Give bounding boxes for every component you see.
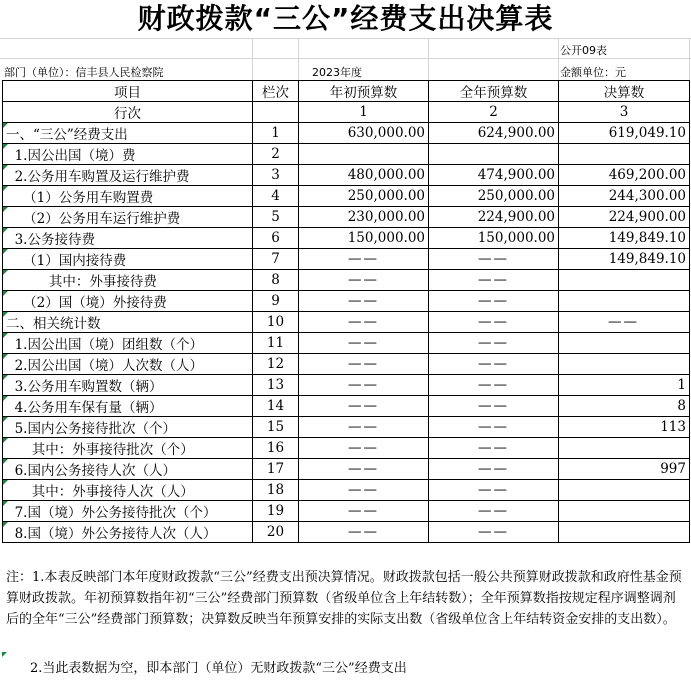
row-col3: 224,900.00 [559,207,690,228]
row-item: 4.公务用车保有量（辆） [3,396,253,417]
grid-line [689,38,690,80]
row-col3 [559,291,690,312]
row-col1: —— [299,354,429,375]
row-line: 7 [253,249,299,270]
grid-line [558,38,559,80]
grid-line [298,38,299,80]
grid-line [0,38,691,39]
row-item: 二、相关统计数 [3,312,253,333]
row-item: （2）国（境）外接待费 [3,291,253,312]
row-col1: —— [299,501,429,522]
row-line: 18 [253,480,299,501]
row-col3 [559,270,690,291]
table-row [3,501,690,522]
table-row [3,165,690,186]
row-col2: —— [429,501,559,522]
row-item: （1）国内接待费 [3,249,253,270]
row-item: 8.国（境）外公务接待人次（人） [3,522,253,543]
row-line: 1 [253,123,299,144]
header-col2: 全年预算数 [429,81,559,102]
department-label: 部门（单位）：信丰县人民检察院 [4,66,164,79]
row-col2: —— [429,333,559,354]
index-row [3,102,690,123]
table-row [3,459,690,480]
table-row [3,228,690,249]
row-item: 一、“三公”经费支出 [3,123,253,144]
row-col3: 113 [559,417,690,438]
row-line: 11 [253,333,299,354]
row-col2: 150,000.00 [429,228,559,249]
row-item: （1）公务用车购置费 [3,186,253,207]
index-label: 行次 [3,102,253,123]
row-col3 [559,144,690,165]
row-line: 17 [253,459,299,480]
row-line: 10 [253,312,299,333]
page-title: 财政拨款“三公”经费支出决算表 [137,2,554,35]
row-item: 5.国内公务接待批次（个） [3,417,253,438]
row-col1: 630,000.00 [299,123,429,144]
row-col1: —— [299,480,429,501]
cell-marker [2,652,7,657]
row-col3 [559,333,690,354]
row-col2: —— [429,375,559,396]
index-c2: 2 [429,102,559,123]
grid-line [428,38,429,80]
row-col2: 250,000.00 [429,186,559,207]
row-line: 6 [253,228,299,249]
row-col2: —— [429,249,559,270]
row-col2: —— [429,480,559,501]
row-col1 [299,144,429,165]
row-col1: —— [299,459,429,480]
row-col2: —— [429,270,559,291]
table-row [3,270,690,291]
row-line: 13 [253,375,299,396]
year-label: 2023年度 [312,66,362,79]
row-col3 [559,522,690,543]
row-line: 20 [253,522,299,543]
row-col2: —— [429,354,559,375]
row-item: 1.因公出国（境）费 [3,144,253,165]
index-c1: 1 [299,102,429,123]
row-col2: —— [429,522,559,543]
row-col3 [559,480,690,501]
row-item: 3.公务接待费 [3,228,253,249]
row-line: 15 [253,417,299,438]
row-line: 5 [253,207,299,228]
table-row [3,417,690,438]
table-row [3,522,690,543]
row-item: 2.公务用车购置及运行维护费 [3,165,253,186]
table-row [3,207,690,228]
table-body [3,123,690,543]
row-col1: —— [299,270,429,291]
row-item: 其中：外事接待人次（人） [3,480,253,501]
row-col3 [559,438,690,459]
row-item: 1.因公出国（境）团组数（个） [3,333,253,354]
row-item: 其中：外事接待费 [3,270,253,291]
row-col2: —— [429,396,559,417]
row-col2: —— [429,459,559,480]
table-row [3,144,690,165]
row-col2: —— [429,312,559,333]
note-2: 2.当此表数据为空，即本部门（单位）无财政拨款“三公”经费支出 [30,661,407,676]
table-row [3,396,690,417]
row-col3 [559,501,690,522]
row-col2: —— [429,291,559,312]
row-col1: 250,000.00 [299,186,429,207]
form-code: 公开09表 [560,44,607,57]
table-row [3,480,690,501]
row-col2: —— [429,417,559,438]
row-col3: 244,300.00 [559,186,690,207]
row-col1: 480,000.00 [299,165,429,186]
row-item: 2.因公出国（境）人次数（人） [3,354,253,375]
row-item: （2）公务用车运行维护费 [3,207,253,228]
row-col2 [429,144,559,165]
row-col2: 474,900.00 [429,165,559,186]
unit-label: 金额单位：元 [560,66,626,79]
header-item: 项目 [3,81,253,102]
row-col3: 8 [559,396,690,417]
table-row [3,186,690,207]
row-col1: —— [299,417,429,438]
row-col2: 224,900.00 [429,207,559,228]
row-line: 12 [253,354,299,375]
row-line: 3 [253,165,299,186]
row-col1: —— [299,333,429,354]
grid-line [252,38,253,80]
row-col2: —— [429,438,559,459]
table-header-row [3,81,690,102]
row-col1: —— [299,438,429,459]
table-row [3,123,690,144]
row-line: 16 [253,438,299,459]
row-col3: 619,049.10 [559,123,690,144]
index-line [253,102,299,123]
row-col3: 469,200.00 [559,165,690,186]
row-col3: 1 [559,375,690,396]
table-row [3,354,690,375]
row-col1: —— [299,396,429,417]
expenditure-table [2,80,690,543]
row-item: 其中：外事接待批次（个） [3,438,253,459]
row-col1: —— [299,291,429,312]
note-1: 注：1.本表反映部门本年度财政拨款“三公”经费支出预决算情况。财政拨款包括一般公共预算财政拨款和政府性基金预算财政拨款。年初预算数指年初“三公”经费部门预算数（省级单位含上年结转数）；全年预算数指按规定程序调整调剂后的全年“三公”经费部门预算数；决算数反映当年预算安排的实际支出数（省级单位含上年结转资金安排的支出数）。 [6,570,682,627]
row-col3: 149,849.10 [559,249,690,270]
header-col1: 年初预算数 [299,81,429,102]
index-c3: 3 [559,102,690,123]
header-col3: 决算数 [559,81,690,102]
row-line: 2 [253,144,299,165]
row-line: 9 [253,291,299,312]
grid-line [0,58,691,59]
table-row [3,375,690,396]
row-item: 7.国（境）外公务接待批次（个） [3,501,253,522]
table-row [3,333,690,354]
row-col1: —— [299,249,429,270]
row-col3: 149,849.10 [559,228,690,249]
row-item: 6.国内公务接待人次（人） [3,459,253,480]
table-row [3,291,690,312]
row-line: 14 [253,396,299,417]
row-col1: —— [299,375,429,396]
row-col1: 230,000.00 [299,207,429,228]
row-line: 8 [253,270,299,291]
row-col1: —— [299,312,429,333]
row-item: 3.公务用车购置数（辆） [3,375,253,396]
row-col3 [559,354,690,375]
row-col1: —— [299,522,429,543]
row-col2: 624,900.00 [429,123,559,144]
row-col1: 150,000.00 [299,228,429,249]
row-line: 4 [253,186,299,207]
row-line: 19 [253,501,299,522]
table-row [3,438,690,459]
row-col3: 997 [559,459,690,480]
row-col3: —— [559,312,690,333]
table-row [3,249,690,270]
header-line: 栏次 [253,81,299,102]
table-row [3,312,690,333]
